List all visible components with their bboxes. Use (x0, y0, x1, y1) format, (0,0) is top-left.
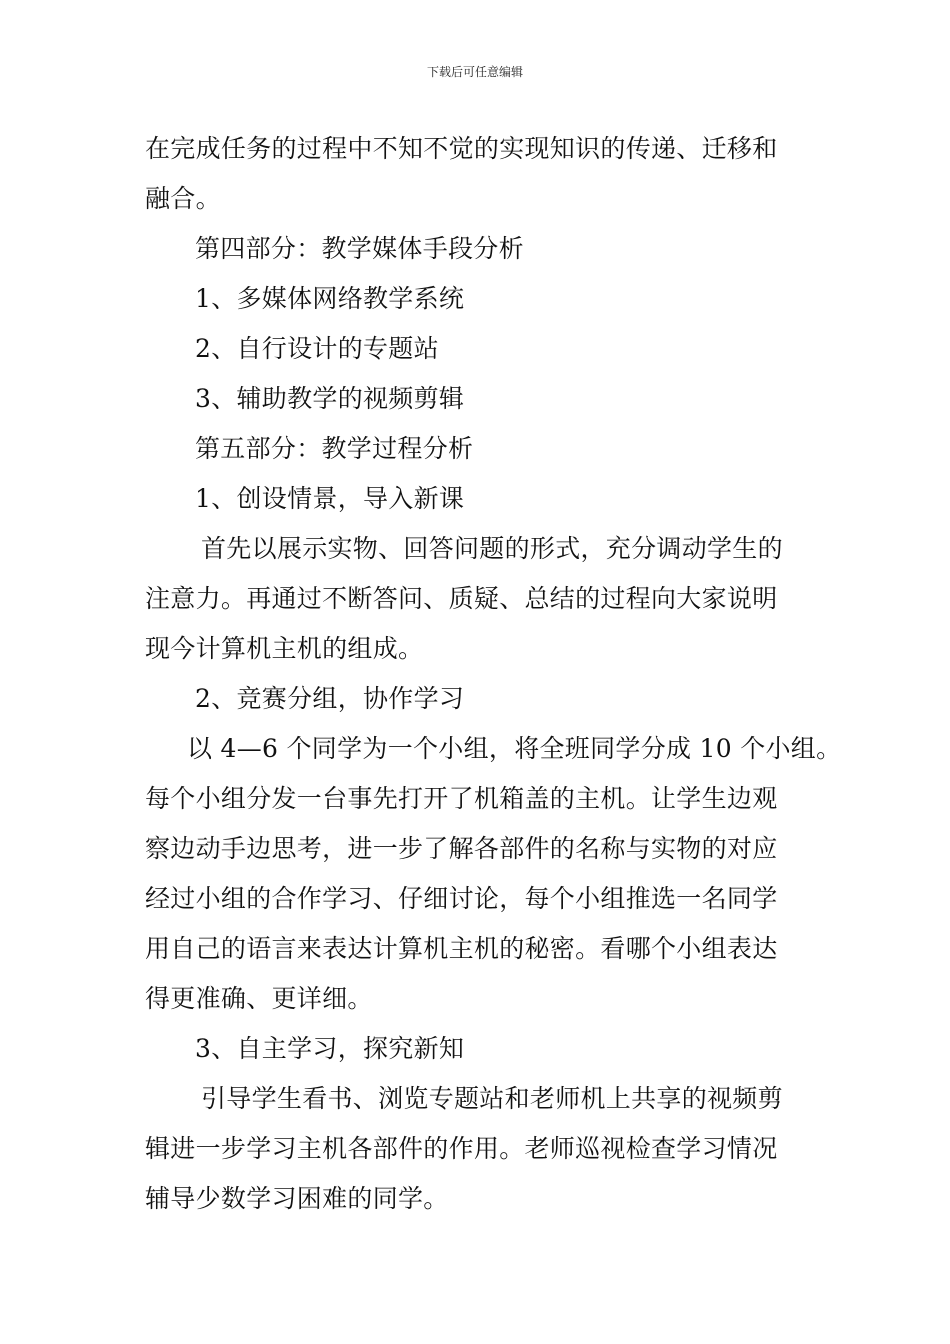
text-line: 融合。 (145, 184, 221, 213)
list-item: 3、辅助教学的视频剪辑 (195, 384, 465, 413)
list-item: 2、自行设计的专题站 (195, 334, 439, 363)
text-line: 现今计算机主机的组成。 (145, 634, 424, 663)
text-line: 辑进一步学习主机各部件的作用。老师巡视检查学习情况 (145, 1134, 778, 1163)
paragraph-start: 首先以展示实物、回答问题的形式，充分调动学生的 (201, 534, 783, 563)
document-body (145, 124, 842, 1224)
paragraph-start: 以 4—6 个同学为一个小组，将全班同学分成 10 个小组。 (187, 734, 842, 763)
text-line: 辅导少数学习困难的同学。 (145, 1184, 449, 1213)
text-line: 用自己的语言来表达计算机主机的秘密。看哪个小组表达 (145, 934, 778, 963)
paragraph-start: 引导学生看书、浏览专题站和老师机上共享的视频剪 (201, 1084, 783, 1113)
section-heading: 第四部分：教学媒体手段分析 (195, 234, 524, 263)
subsection-heading: 3、自主学习，探究新知 (195, 1034, 465, 1063)
subsection-heading: 1、创设情景，导入新课 (195, 484, 465, 513)
list-item: 1、多媒体网络教学系统 (195, 284, 465, 313)
text-line: 经过小组的合作学习、仔细讨论，每个小组推选一名同学 (145, 884, 778, 913)
section-heading: 第五部分：教学过程分析 (195, 434, 474, 463)
text-line: 在完成任务的过程中不知不觉的实现知识的传递、迁移和 (145, 134, 778, 163)
page-header: 下载后可任意编辑 (426, 65, 523, 79)
text-line: 注意力。再通过不断答问、质疑、总结的过程向大家说明 (145, 584, 778, 613)
text-line: 每个小组分发一台事先打开了机箱盖的主机。让学生边观 (145, 784, 778, 813)
subsection-heading: 2、竞赛分组，协作学习 (195, 684, 465, 713)
text-line: 得更准确、更详细。 (145, 984, 373, 1013)
text-line: 察边动手边思考，进一步了解各部件的名称与实物的对应 (145, 834, 778, 863)
